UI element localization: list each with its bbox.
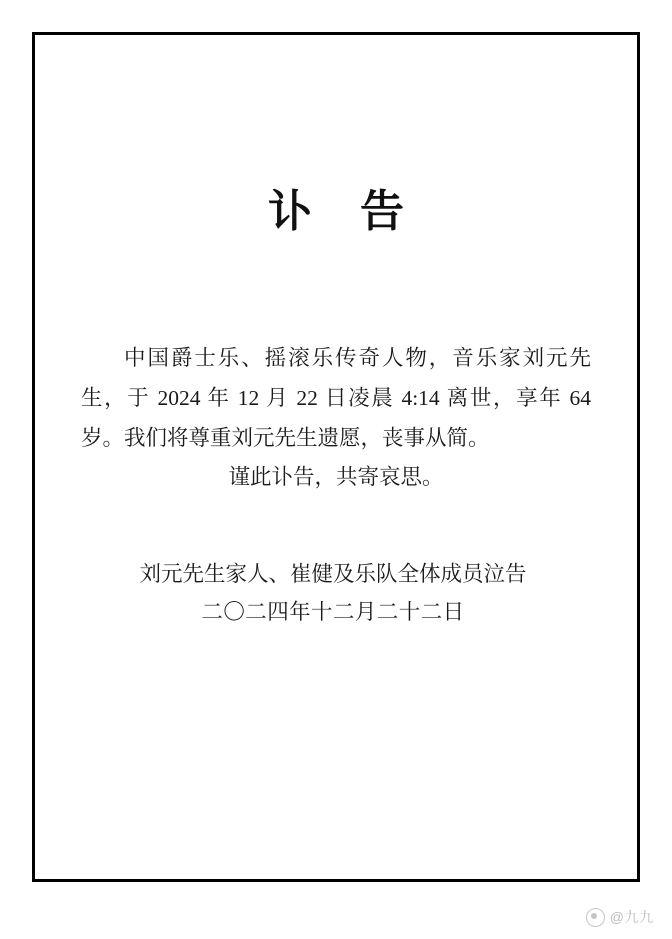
signature-block [81, 498, 591, 631]
signature-text: 刘元先生家人、崔健及乐队全体成员泣告 [139, 562, 527, 587]
obituary-content [35, 35, 637, 879]
body-paragraph: 中国爵士乐、摇滚乐传奇人物，音乐家刘元先生，于 2024 年 12 月 22 日凌晨 4:14 离世，享年 64 岁。我们将尊重刘元先生遗愿，丧事从简。 [81, 346, 591, 450]
signature-date: 二〇二四年十二月二十二日 [201, 599, 465, 624]
obituary-frame [32, 32, 640, 882]
closing-line: 谨此讣告，共寄哀思。 [228, 465, 444, 490]
weibo-eye-icon [586, 908, 605, 927]
watermark [586, 907, 654, 927]
page-title: 讣 告 [268, 187, 423, 236]
obituary-body [81, 239, 591, 498]
watermark-label: @九九 [609, 909, 654, 925]
